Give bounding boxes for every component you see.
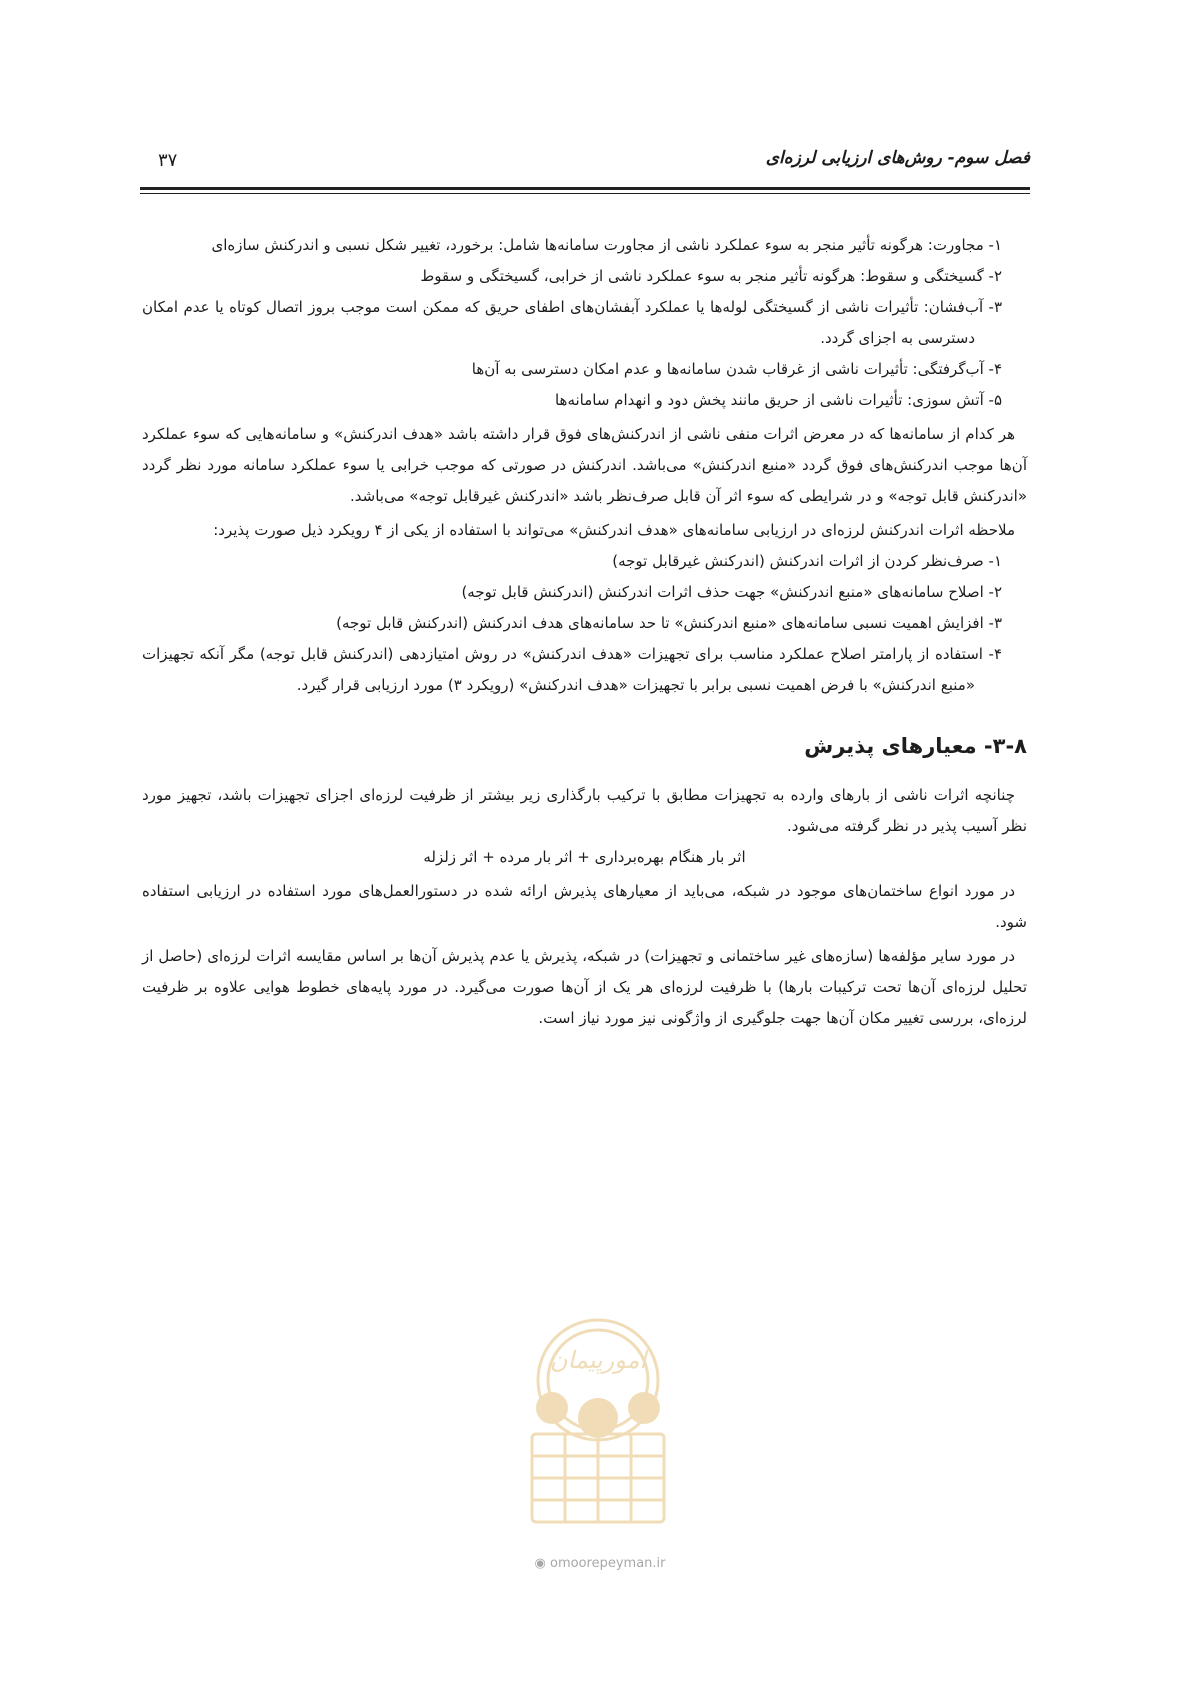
list-item-adjacency: ۱- مجاورت: هرگونه تأثیر منجر به سوء عملکرد ناشی از مجاورت سامانه‌ها شامل: برخورد، تغییر شکل نسبی و اندرکنش سازه‌ای [211,236,1002,254]
watermark-text: امورپیمان [549,1346,647,1374]
page-number: ۳۷ [158,150,178,171]
footer-website [490,1556,710,1571]
acceptance-paragraph-2: در مورد انواع ساختمان‌های موجود در شبکه، می‌باید از معیارهای پذیرش ارائه شده در دستورالعمل‌های مورد استفاده در ارزیابی استفاده شود. [142,882,1027,931]
paragraph-definitions: هر کدام از سامانه‌ها که در معرض اثرات منفی ناشی از اندرکنش‌های فوق قرار داشته باشد «هدف اندرکنش» و سامانه‌هایی که سوء عملکرد آن‌ها موجب اندرکنش‌های فوق گردد «منبع اندرکنش» می‌باشد. اندرکنش در صورتی که موجب خرابی یا سوء عملکرد سامانه مورد نظر گردد «اندرکنش قابل توجه» و در شرایطی که سوء اثر آن قابل صرف‌نظر باشد «اندرکنش غیرقابل توجه» می‌باشد. [142,425,1027,505]
acceptance-paragraph-3: در مورد سایر مؤلفه‌ها (سازه‌های غیر ساختمانی و تجهیزات) در شبکه، پذیرش یا عدم پذیرش آن‌ها بر اساس مقایسه اثرات لرزه‌ای (حاصل از تحلیل لرزه‌ای آن‌ها تحت ترکیبات بارها) با ظرفیت لرزه‌ای هر یک از آن‌ها صورت می‌گیرد. در مورد پایه‌های خطوط هوایی علاوه بر ظرفیت لرزه‌ای، بررسی تغییر مکان آن‌ها جهت جلوگیری از واژگونی نیز مورد نیاز است. [142,947,1027,1027]
list-item-collapse: ۲- گسیختگی و سقوط: هرگونه تأثیر منجر به سوء عملکرد ناشی از خرابی، گسیختگی و سقوط [420,267,1002,285]
body-text [142,230,1027,1034]
list-item-sprinkler: ۳- آب‌فشان: تأثیرات ناشی از گسیختگی لوله‌ها یا عملکرد آبفشان‌های اطفای حریق که ممکن است موجب بروز اتصال کوتاه یا عدم امکان دسترسی به اجزای گردد. [142,298,1002,347]
chapter-title: فصل سوم- روش‌های ارزیابی لرزه‌ای [765,148,1030,168]
approach-item-3: ۳- افزایش اهمیت نسبی سامانه‌های «منبع اندرکنش» تا حد سامانه‌های هدف اندرکنش (اندرکنش قابل توجه) [336,614,1002,632]
paragraph-approaches: ملاحظه اثرات اندرکنش لرزه‌ای در ارزیابی سامانه‌های «هدف اندرکنش» می‌تواند با استفاده از یکی از ۴ رویکرد ذیل صورت پذیرد: [213,521,1015,539]
approach-item-1: ۱- صرف‌نظر کردن از اثرات اندرکنش (اندرکنش غیرقابل توجه) [612,552,1002,570]
list-item-flooding: ۴- آب‌گرفتگی: تأثیرات ناشی از غرقاب شدن سامانه‌ها و عدم امکان دسترسی به آن‌ها [471,360,1002,378]
footer-website-text: omoorepeyman.ir [550,1556,666,1571]
acceptance-paragraph-1: چنانچه اثرات ناشی از بارهای وارده به تجهیزات مطابق با ترکیب بارگذاری زیر بیشتر از ظرفیت لرزه‌ای اجزای تجهیزات باشد، تجهیز مورد نظر آسیب پذیر در نظر گرفته می‌شود. [142,786,1027,835]
globe-icon: ◉ [534,1556,546,1571]
approach-item-4: ۴- استفاده از پارامتر اصلاح عملکرد مناسب برای تجهیزات «هدف اندرکنش» در روش امتیازدهی (اندرکنش قابل توجه) مگر آنکه تجهیزات «منبع اندرکنش» با فرض اهمیت نسبی برابر با تجهیزات «هدف اندرکنش» (رویکرد ۳) مورد ارزیابی قرار گیرد. [142,645,1002,694]
header-rule-thin [140,193,1030,194]
list-item-fire: ۵- آتش سوزی: تأثیرات ناشی از حریق مانند پخش دود و انهدام سامانه‌ها [554,391,1002,409]
header-rule-thick [140,187,1030,190]
approach-item-2: ۲- اصلاح سامانه‌های «منبع اندرکنش» جهت حذف اثرات اندرکنش (اندرکنش قابل توجه) [461,583,1002,601]
watermark-logo [510,1308,686,1528]
section-heading: ۳-۸- معیارهای پذیرش [804,734,1027,758]
load-combination-formula: اثر بار هنگام بهره‌برداری + اثر بار مرده + اثر زلزله [423,848,746,866]
